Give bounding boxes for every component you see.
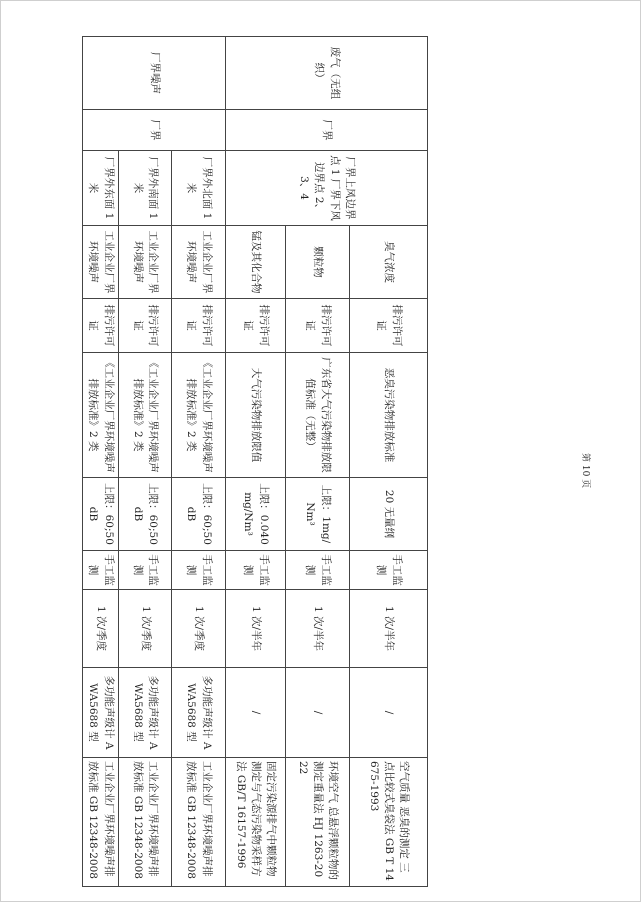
limit-val-cell: 20 无量纲 bbox=[350, 478, 428, 551]
table-row bbox=[119, 37, 172, 887]
page-number: 第 10 页 bbox=[580, 453, 590, 489]
frequency-cell: 1 次/季度 bbox=[172, 590, 226, 668]
analysis-cell: 环境空气 总悬浮颗粒物的测定重量法 HJ 1263-2022 bbox=[286, 758, 350, 887]
limit-std-cell: 《工业企业厂界环境噪声排放标准》2 类 bbox=[172, 353, 226, 478]
permit-cell: 排污许可证 bbox=[286, 299, 350, 353]
instrument-cell: 多功能声级计 AWA5688 型 bbox=[83, 668, 119, 758]
point-cell: 厂界外北面 1 米 bbox=[172, 151, 226, 226]
limit-std-cell: 《工业企业厂界环境噪声排放标准》2 类 bbox=[83, 353, 119, 478]
rotated-table-wrapper bbox=[83, 36, 428, 886]
method-cell: 手工监测 bbox=[83, 551, 119, 590]
point-cell: 厂界上风边界点 1 厂界下风边界点 2、3、4 bbox=[226, 151, 428, 226]
instrument-cell: / bbox=[350, 668, 428, 758]
limit-std-cell: 广东省大气污染物排放限值标准（无整） bbox=[286, 353, 350, 478]
limit-val-cell: 上限：60;50dB bbox=[119, 478, 172, 551]
pollutant-cell: 颗粒物 bbox=[286, 226, 350, 299]
frequency-cell: 1 次/半年 bbox=[226, 590, 286, 668]
method-cell: 手工监测 bbox=[119, 551, 172, 590]
limit-val-cell: 上限：0.040mg/Nm³ bbox=[226, 478, 286, 551]
analysis-cell: 工业企业厂界环境噪声排放标准 GB 12348-2008 bbox=[83, 758, 119, 887]
permit-cell: 排污许可证 bbox=[226, 299, 286, 353]
frequency-cell: 1 次/季度 bbox=[119, 590, 172, 668]
method-cell: 手工监测 bbox=[286, 551, 350, 590]
table-row bbox=[172, 37, 226, 887]
pollutant-cell: 臭气浓度 bbox=[350, 226, 428, 299]
analysis-cell: 工业企业厂界环境噪声排放标准 GB 12348-2008 bbox=[172, 758, 226, 887]
limit-val-cell: 上限：60;50dB bbox=[172, 478, 226, 551]
pollutant-cell: 锰及其化合物 bbox=[226, 226, 286, 299]
monitoring-table bbox=[82, 36, 428, 887]
instrument-cell: 多功能声级计 AWA5688 型 bbox=[172, 668, 226, 758]
limit-val-cell: 上限：60;50dB bbox=[83, 478, 119, 551]
instrument-cell: 多功能声级计 AWA5688 型 bbox=[119, 668, 172, 758]
location-cell: 厂界 bbox=[226, 110, 428, 151]
limit-std-cell: 《工业企业厂界环境噪声排放标准》2 类 bbox=[119, 353, 172, 478]
category-cell: 厂界噪声 bbox=[83, 37, 226, 110]
limit-std-cell: 恶臭污染物排放标准 bbox=[350, 353, 428, 478]
category-cell: 废气（无组织） bbox=[226, 37, 428, 110]
location-cell: 厂界 bbox=[83, 110, 226, 151]
method-cell: 手工监测 bbox=[350, 551, 428, 590]
method-cell: 手工监测 bbox=[172, 551, 226, 590]
pollutant-cell: 工业企业厂界环境噪声 bbox=[83, 226, 119, 299]
frequency-cell: 1 次/季度 bbox=[83, 590, 119, 668]
permit-cell: 排污许可证 bbox=[172, 299, 226, 353]
table-row bbox=[83, 37, 119, 887]
analysis-cell: 工业企业厂界环境噪声排放标准 GB 12348-2008 bbox=[119, 758, 172, 887]
instrument-cell: / bbox=[226, 668, 286, 758]
point-cell: 厂界外东面 1 米 bbox=[83, 151, 119, 226]
point-cell: 厂界外南面 1 米 bbox=[119, 151, 172, 226]
pollutant-cell: 工业企业厂界环境噪声 bbox=[119, 226, 172, 299]
analysis-cell: 固定污染源排气中颗粒物测定与气态污染物采样方法 GB/T 16157-1996 bbox=[226, 758, 286, 887]
frequency-cell: 1 次/半年 bbox=[350, 590, 428, 668]
limit-std-cell: 大气污染物排放限值 bbox=[226, 353, 286, 478]
method-cell: 手工监测 bbox=[226, 551, 286, 590]
table-row bbox=[350, 37, 428, 887]
permit-cell: 排污许可证 bbox=[119, 299, 172, 353]
analysis-cell: 空气质量 恶臭的测定 三点比较式臭袋法 GB T 14675-1993 bbox=[350, 758, 428, 887]
permit-cell: 排污许可证 bbox=[350, 299, 428, 353]
permit-cell: 排污许可证 bbox=[83, 299, 119, 353]
pollutant-cell: 工业企业厂界环境噪声 bbox=[172, 226, 226, 299]
instrument-cell: / bbox=[286, 668, 350, 758]
limit-val-cell: 上限：1mg/Nm³ bbox=[286, 478, 350, 551]
frequency-cell: 1 次/半年 bbox=[286, 590, 350, 668]
